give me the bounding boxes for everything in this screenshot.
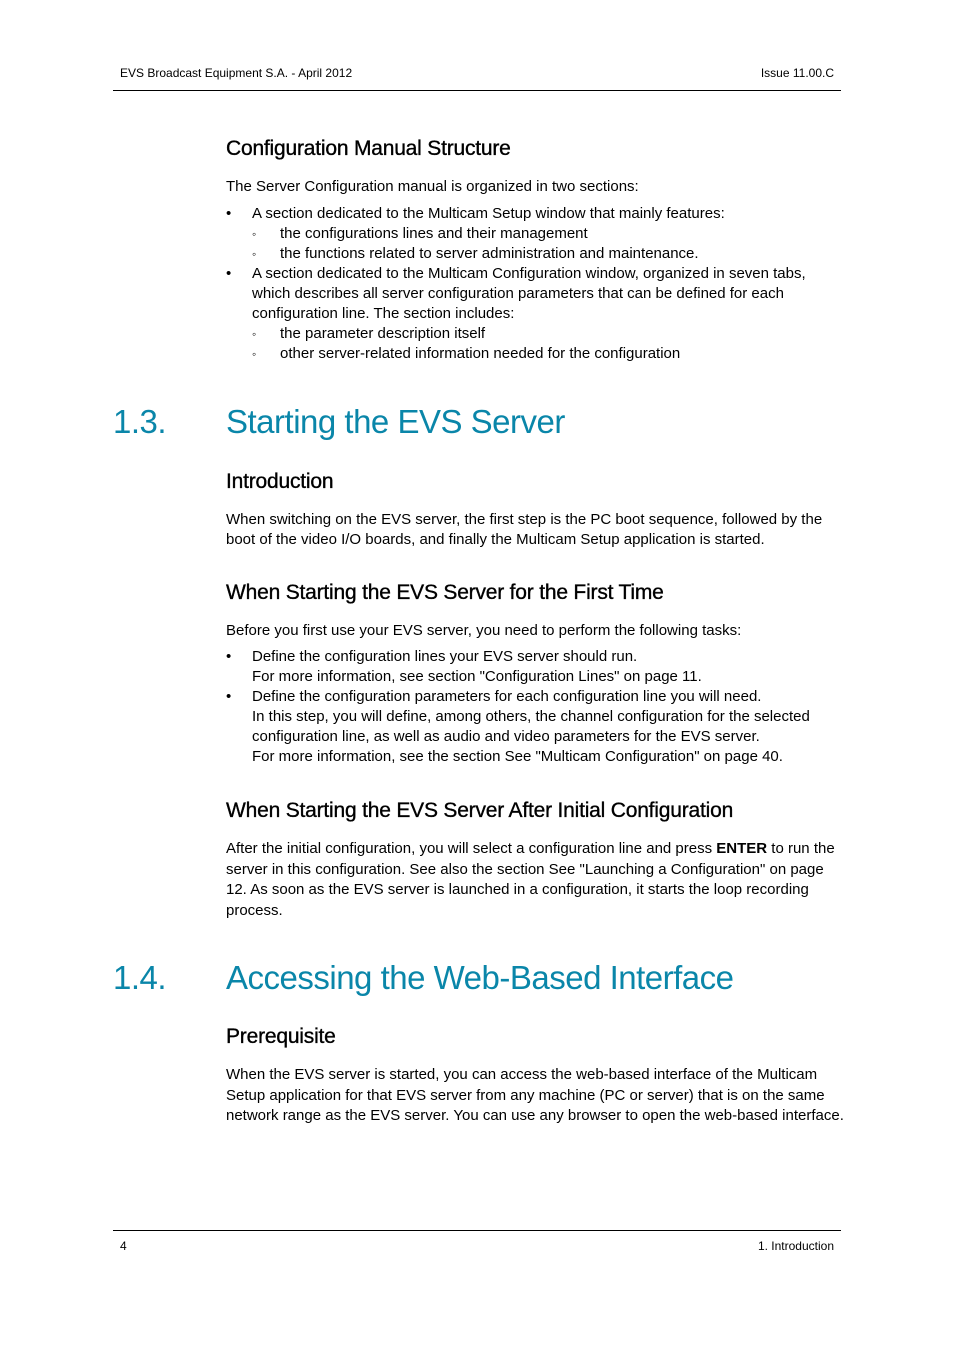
- sub-list-item: ◦ the configurations lines and their management: [252, 224, 846, 244]
- enter-key-label: ENTER: [716, 840, 768, 857]
- list-item-text: A section dedicated to the Multicam Setup window that mainly features:: [252, 204, 725, 222]
- config-structure-heading: Configuration Manual Structure: [226, 137, 511, 160]
- sub-list-item: ◦ other server-related information needed for the configuration: [252, 344, 846, 364]
- after-initial-heading: When Starting the EVS Server After Initial Configuration: [226, 799, 734, 822]
- prerequisite-heading: Prerequisite: [226, 1025, 336, 1048]
- header-right: Issue 11.00.C: [760, 66, 834, 80]
- introduction-heading: Introduction: [226, 469, 334, 493]
- list-item: [226, 647, 846, 687]
- sub-list-item: ◦ the parameter description itself: [252, 324, 846, 344]
- section-1-3-heading: [113, 402, 846, 447]
- list-item-line: • Define the configuration parameters for each configuration line you will need.: [252, 688, 762, 705]
- list-item: [226, 687, 846, 767]
- section-number: 1.4.: [113, 959, 167, 996]
- first-time-list: [226, 647, 846, 767]
- section-1-4-heading: [113, 959, 846, 1003]
- sub-list-item: ◦ the functions related to server administration and maintenance.: [252, 244, 846, 264]
- section-number: 1.3.: [113, 402, 167, 440]
- list-item-line: For more information, see the section See "Multicam Configuration" on page 40.: [252, 748, 783, 765]
- sub-list: [252, 224, 846, 264]
- list-item: [226, 204, 846, 264]
- config-structure-intro: The Server Configuration manual is organized in two sections:: [226, 178, 639, 195]
- section-title: Accessing the Web-Based Interface: [226, 959, 734, 996]
- first-time-heading: When Starting the EVS Server for the First Time: [226, 580, 664, 604]
- footer-rule: [113, 1230, 841, 1231]
- header-rule: [113, 90, 841, 91]
- introduction-text: When switching on the EVS server, the first step is the PC boot sequence, followed by the boot of the video I/O boards, and finally the Multicam Setup application is started.: [226, 510, 823, 548]
- page-content: [113, 137, 846, 1127]
- list-item: [226, 264, 846, 364]
- prerequisite-text: When the EVS server is started, you can access the web-based interface of the Multicam Setup application for that EVS server from any machine (PC or server) that is on the same network range as the EVS server. You can use any browser to open the web-based interface.: [226, 1066, 844, 1124]
- footer-chapter: 1. Introduction: [757, 1239, 834, 1253]
- page-number: 4: [120, 1239, 127, 1253]
- list-item-text: A section dedicated to the Multicam Configuration window, organized in seven tabs, which describes all server configuration parameters that can be defined for each configuration line. The section includes:: [252, 264, 806, 322]
- section-title: Starting the EVS Server: [226, 402, 565, 440]
- list-item-line: • Define the configuration lines your EVS server should run.: [252, 648, 638, 665]
- config-structure-list: [226, 204, 846, 364]
- after-initial-text: After the initial configuration, you will select a configuration line and press ENTER to run the server in this configuration. See also the section See "Launching a Configuration" on page 12. As soon as the EVS server is launched in a configuration, it starts the loop recording process.: [226, 840, 835, 919]
- first-time-intro: Before you first use your EVS server, you need to perform the following tasks:: [226, 621, 742, 639]
- header-left: EVS Broadcast Equipment S.A. - April 2012: [120, 66, 353, 80]
- list-item-line: For more information, see section "Configuration Lines" on page 11.: [252, 668, 702, 685]
- list-item-line: In this step, you will define, among others, the channel configuration for the selected configuration line, as well as audio and video parameters for the EVS server.: [252, 708, 810, 745]
- sub-list: [252, 324, 846, 364]
